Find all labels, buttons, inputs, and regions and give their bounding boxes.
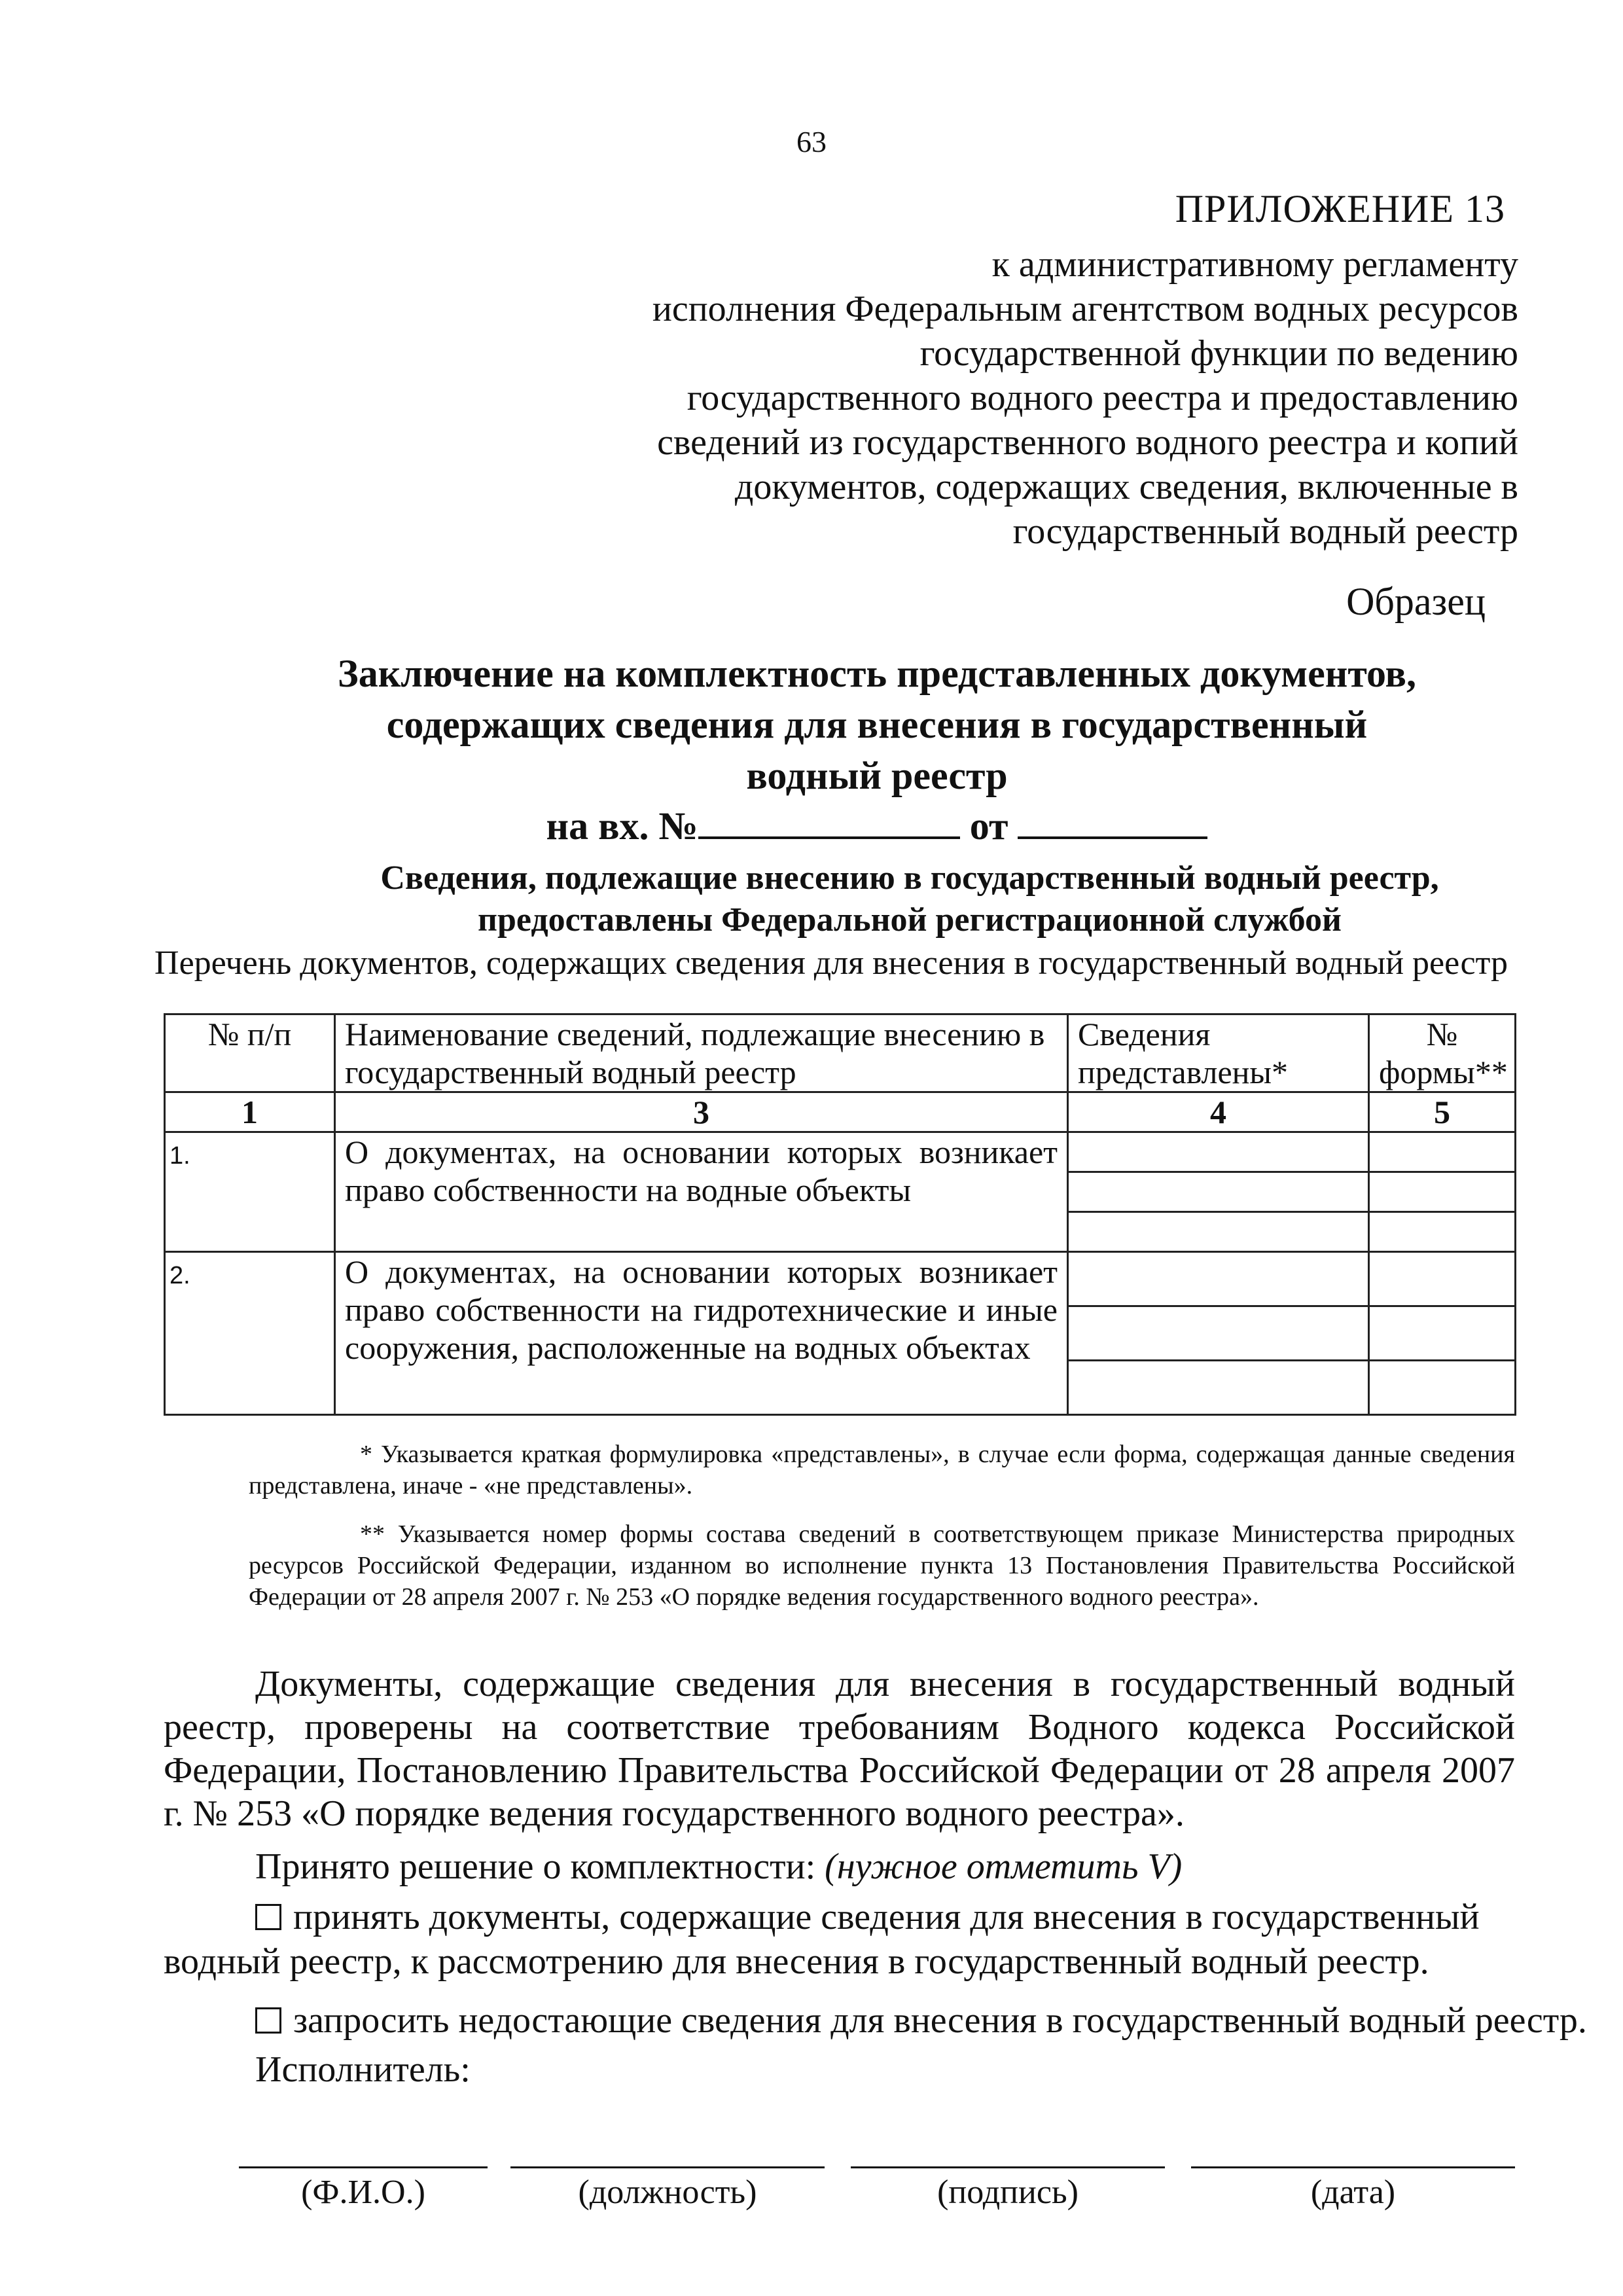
provided-cell[interactable] [1068, 1252, 1369, 1306]
decision-label: Принято решение о комплектности: [255, 1846, 816, 1887]
request-checkbox[interactable] [255, 2007, 281, 2034]
registration-number-blank[interactable] [698, 801, 960, 839]
table-row [165, 1252, 1516, 1306]
appendix-line: исполнения Федеральным агентством водных ресурсов [652, 289, 1518, 329]
provided-cell[interactable] [1068, 1306, 1369, 1361]
column-number: 1 [165, 1092, 335, 1132]
date-signature-line[interactable] [1191, 2166, 1515, 2168]
header-number: № п/п [165, 1014, 335, 1092]
list-title: Перечень документов, содержащих сведения для внесения в государственный водный реестр [154, 944, 1508, 982]
signature-label: (подпись) [937, 2174, 1079, 2211]
provided-cell[interactable] [1068, 1172, 1369, 1212]
appendix-line: государственного водного реестра и предоставлению [687, 378, 1518, 418]
accept-checkbox[interactable] [255, 1904, 281, 1930]
row-number: 1. [165, 1132, 335, 1252]
provided-cell[interactable] [1068, 1361, 1369, 1415]
provided-cell[interactable] [1068, 1212, 1369, 1252]
option-request [255, 2000, 1587, 2041]
subtitle-line: предоставлены Федеральной регистрационной службой [478, 901, 1342, 939]
table-header-row [165, 1014, 1516, 1092]
table-row [165, 1132, 1516, 1172]
column-number: 4 [1068, 1092, 1369, 1132]
position-label: (должность) [578, 2174, 757, 2211]
row-description: О документах, на основании которых возникает право собственности на гидротехнические и иные сооружения, расположенные на водных объектах [335, 1252, 1068, 1415]
verification-paragraph: Документы, содержащие сведения для внесения в государственный водный реестр, проверены на соответствие требованиям Водного кодекса Российской Федерации, Постановлению Правительства Российской Федерации от 28 апреля 2007 г. № 253 «О порядке ведения государственного водного реестра». [164, 1664, 1515, 1834]
column-number-row [165, 1092, 1516, 1132]
appendix-line: государственной функции по ведению [919, 333, 1518, 374]
title-line: водный реестр [746, 754, 1008, 797]
decision-line [255, 1846, 1182, 1888]
name-signature-line[interactable] [239, 2166, 488, 2168]
document-title [249, 648, 1505, 801]
subtitle-line: Сведения, подлежащие внесению в государственный водный реестр, [380, 859, 1439, 897]
form-number-cell[interactable] [1369, 1172, 1516, 1212]
header-form-number: № формы** [1369, 1014, 1516, 1092]
registration-prefix: на вх. № [546, 804, 698, 848]
footnote-provided: * Указывается краткая формулировка «представлены», в случае если форма, содержащая данные сведения представлена, иначе - «не представлены». [249, 1441, 1515, 1499]
signature-line[interactable] [851, 2166, 1165, 2168]
page-number: 63 [796, 125, 827, 158]
documents-table [164, 1013, 1516, 1416]
position-signature-line[interactable] [510, 2166, 825, 2168]
appendix-line: к административному регламенту [991, 244, 1518, 285]
footnote-form-number: ** Указывается номер формы состава сведений в соответствующем приказе Министерства природных ресурсов Российской Федерации, изданном во исполнение пункта 13 Постановления Правительства Российской Федерации от 28 апреля 2007 г. № 253 «О порядке ведения государственного водного реестра». [249, 1520, 1515, 1611]
name-label: (Ф.И.О.) [301, 2174, 425, 2211]
row-number: 2. [165, 1252, 335, 1415]
appendix-reference [275, 242, 1518, 554]
option-accept [164, 1895, 1515, 1984]
form-number-cell[interactable] [1369, 1306, 1516, 1361]
appendix-title: ПРИЛОЖЕНИЕ 13 [1175, 187, 1505, 230]
column-number: 3 [335, 1092, 1068, 1132]
executor-label: Исполнитель: [255, 2049, 471, 2090]
form-number-cell[interactable] [1369, 1212, 1516, 1252]
subtitle [249, 857, 1571, 941]
form-number-cell[interactable] [1369, 1252, 1516, 1306]
appendix-line: документов, содержащих сведения, включенные в [734, 467, 1518, 507]
appendix-line: сведений из государственного водного реестра и копий [657, 422, 1518, 463]
title-line: содержащих сведения для внесения в государственный [386, 703, 1368, 746]
column-number: 5 [1369, 1092, 1516, 1132]
form-number-cell[interactable] [1369, 1132, 1516, 1172]
registration-date-blank[interactable] [1018, 801, 1207, 839]
decision-hint: (нужное отметить V) [825, 1846, 1183, 1887]
title-line: Заключение на комплектность представленных документов, [338, 652, 1416, 695]
form-number-cell[interactable] [1369, 1361, 1516, 1415]
option-request-text: запросить недостающие сведения для внесения в государственный водный реестр. [293, 2000, 1587, 2041]
header-provided: Сведения представлены* [1068, 1014, 1369, 1092]
registration-line [249, 801, 1505, 849]
sample-label: Образец [1346, 580, 1486, 623]
header-name: Наименование сведений, подлежащие внесению в государственный водный реестр [335, 1014, 1068, 1092]
option-accept-text: принять документы, содержащие сведения для внесения в государственный водный реестр, к рассмотрению для внесения в государственный водный реестр. [164, 1897, 1480, 1982]
registration-from: от [969, 804, 1008, 848]
appendix-line: государственный водный реестр [1012, 511, 1518, 552]
date-label: (дата) [1310, 2174, 1396, 2211]
row-description: О документах, на основании которых возникает право собственности на водные объекты [335, 1132, 1068, 1252]
provided-cell[interactable] [1068, 1132, 1369, 1172]
